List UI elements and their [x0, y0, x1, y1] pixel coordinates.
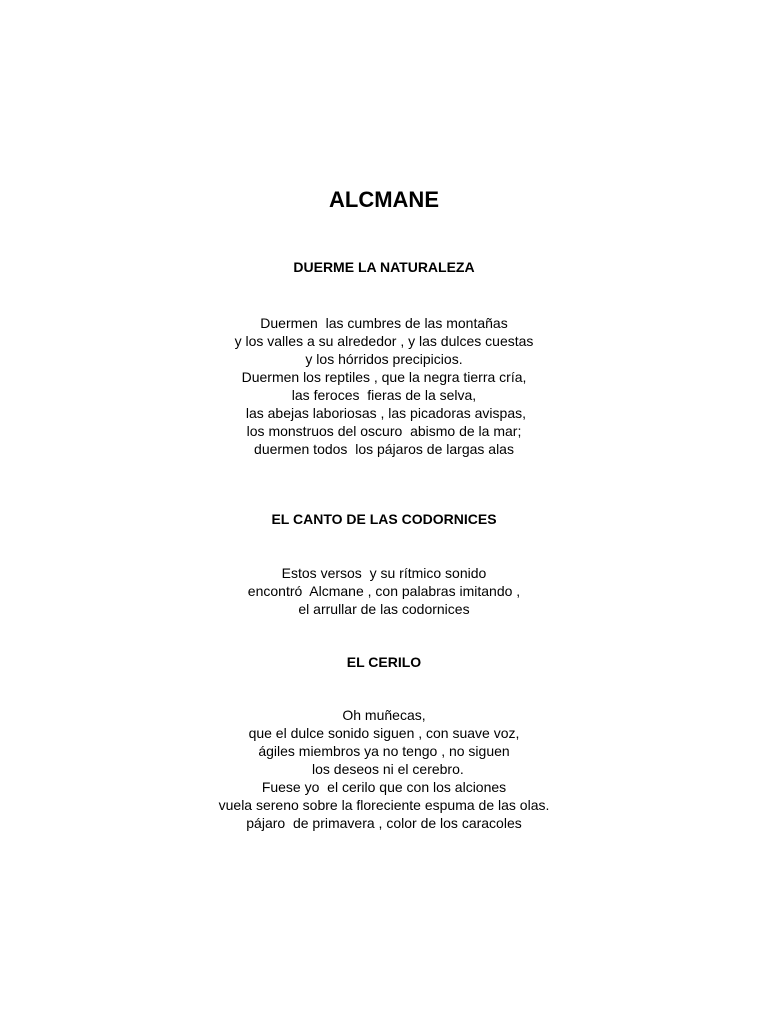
poem-line: Duermen las cumbres de las montañas	[260, 315, 508, 331]
poem-title-el-canto-de-las-codornices: EL CANTO DE LAS CODORNICES	[271, 511, 497, 527]
poem-line: Duermen los reptiles , que la negra tierra cría,	[241, 369, 527, 385]
poem-line: y los valles a su alrededor , y las dulces cuestas	[234, 333, 534, 349]
poem-title-el-cerilo: EL CERILO	[346, 654, 422, 670]
poem-line: las abejas laboriosas , las picadoras avispas,	[241, 405, 527, 421]
poem-line: Oh muñecas,	[342, 707, 426, 723]
poem-line: ágiles miembros ya no tengo , no siguen	[258, 743, 510, 759]
poem-line: pájaro de primavera , color de los caracoles	[246, 815, 522, 831]
poem-stanza	[0, 564, 768, 618]
poem-line: duermen todos los pájaros de largas alas	[254, 441, 514, 457]
poem-line: los deseos ni el cerebro.	[304, 761, 464, 777]
poem-line: el arrullar de las codornices	[298, 601, 470, 617]
poem-line: Estos versos y su rítmico sonido	[281, 565, 487, 581]
poem-line: encontró Alcmane , con palabras imitando ,	[247, 583, 521, 599]
poem-line: y los hórridos precipicios.	[305, 351, 463, 367]
poem-line: vuela sereno sobre la floreciente espuma de las olas.	[218, 797, 550, 813]
poem-title-duerme-la-naturaleza: DUERME LA NATURALEZA	[293, 259, 475, 275]
poem-line: que el dulce sonido siguen , con suave voz,	[248, 725, 520, 741]
poem-line: Fuese yo el cerilo que con los alciones	[261, 779, 507, 795]
poem-stanza	[0, 314, 768, 458]
document-title: ALCMANE	[329, 187, 439, 212]
poem-stanza	[0, 706, 768, 832]
poem-line: las feroces fieras de la selva,	[291, 387, 477, 403]
poem-line: los monstruos del oscuro abismo de la mar;	[246, 423, 522, 439]
